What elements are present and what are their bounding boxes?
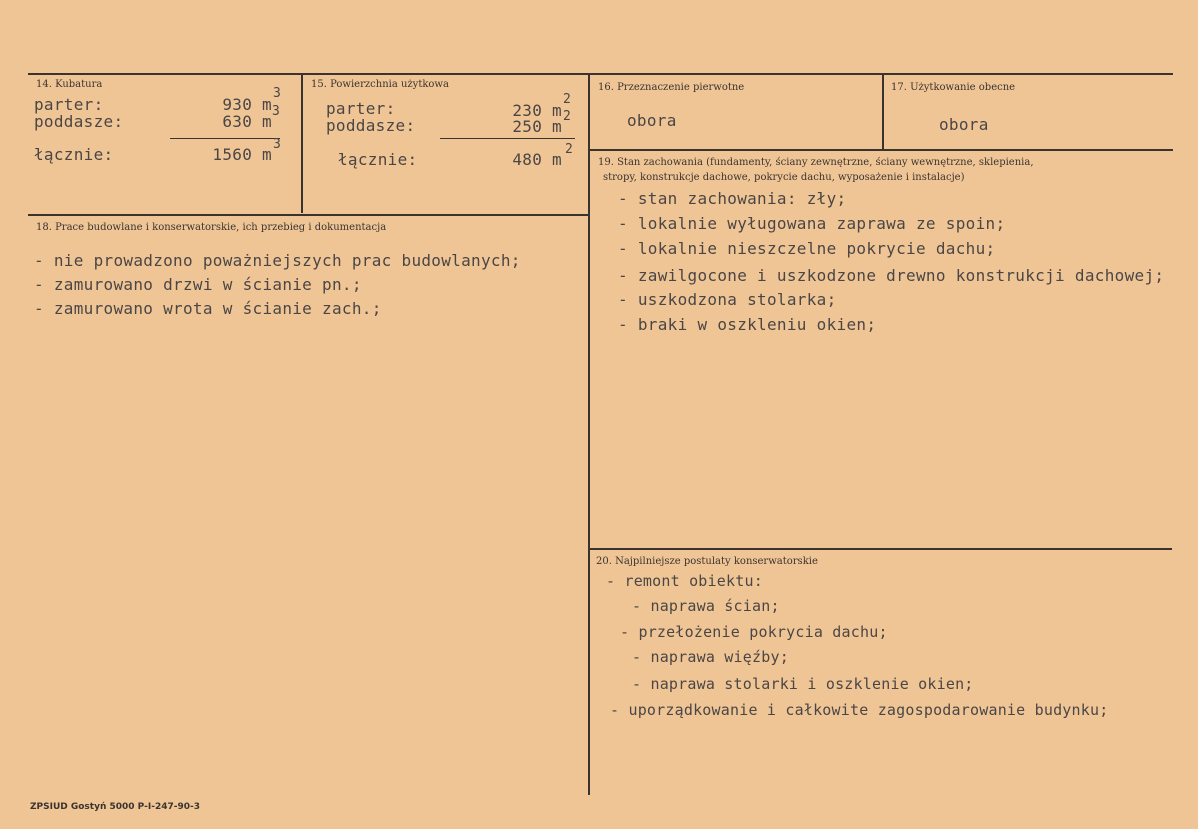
uzytkowanie-value: obora bbox=[939, 115, 989, 134]
section-16-label: 16. Przeznaczenie pierwotne bbox=[598, 82, 745, 93]
divider-14-15 bbox=[301, 73, 303, 213]
postulaty-item: - uporządkowanie i całkowite zagospodarowanie budynku; bbox=[610, 701, 1109, 719]
stan-item: - braki w oszkleniu okien; bbox=[618, 315, 877, 334]
sum-rule-15 bbox=[440, 138, 575, 139]
powierzchnia-total-name: łącznie: bbox=[338, 150, 418, 169]
powierzchnia-parter-value: 230 m bbox=[512, 101, 562, 120]
kubatura-parter-name: parter: bbox=[34, 95, 104, 114]
stan-item: - lokalnie nieszczelne pokrycie dachu; bbox=[618, 239, 996, 258]
rule-under-14-15 bbox=[28, 214, 588, 216]
powierzchnia-poddasze-value: 250 m bbox=[512, 117, 562, 136]
section-14-label: 14. Kubatura bbox=[36, 79, 103, 90]
powierzchnia-total-value: 480 m bbox=[512, 150, 562, 169]
kubatura-parter-value: 930 m bbox=[222, 95, 272, 114]
kubatura-total-sup: 3 bbox=[273, 137, 281, 152]
powierzchnia-parter-name: parter: bbox=[326, 99, 396, 118]
sum-rule-14 bbox=[170, 138, 280, 139]
kubatura-total-value: 1560 m bbox=[212, 145, 272, 164]
section-19-label-line2: stropy, konstrukcje dachowe, pokrycie dachu, wyposażenie i instalacje) bbox=[603, 172, 965, 183]
prace-item: - zamurowano wrota w ścianie zach.; bbox=[34, 299, 382, 318]
postulaty-item: - naprawa stolarki i oszklenie okien; bbox=[632, 675, 974, 693]
powierzchnia-parter-sup: 2 bbox=[563, 92, 571, 107]
kubatura-poddasze-name: poddasze: bbox=[34, 112, 124, 131]
section-19-label-line1: 19. Stan zachowania (fundamenty, ściany zewnętrzne, ściany wewnętrzne, sklepienia, bbox=[598, 157, 1034, 168]
stan-item: - stan zachowania: zły; bbox=[618, 189, 847, 208]
kubatura-poddasze-value: 630 m bbox=[222, 112, 272, 131]
postulaty-item: - przełożenie pokrycia dachu; bbox=[620, 623, 888, 641]
kubatura-total-name: łącznie: bbox=[34, 145, 114, 164]
section-17-label: 17. Użytkowanie obecne bbox=[891, 82, 1016, 93]
powierzchnia-total-sup: 2 bbox=[565, 142, 573, 157]
kubatura-poddasze-sup: 3 bbox=[272, 104, 280, 119]
postulaty-item: - remont obiektu: bbox=[606, 572, 763, 590]
postulaty-item: - naprawa więźby; bbox=[632, 648, 789, 666]
rule-above-20 bbox=[590, 548, 1172, 550]
divider-main bbox=[588, 73, 590, 795]
stan-item: - uszkodzona stolarka; bbox=[618, 290, 837, 309]
prace-item: - zamurowano drzwi w ścianie pn.; bbox=[34, 275, 362, 294]
section-15-label: 15. Powierzchnia użytkowa bbox=[311, 79, 449, 90]
top-rule bbox=[28, 73, 1173, 75]
section-20-label: 20. Najpilniejsze postulaty konserwatorskie bbox=[596, 556, 818, 567]
przeznaczenie-value: obora bbox=[627, 111, 677, 130]
stan-item: - lokalnie wyługowana zaprawa ze spoin; bbox=[618, 214, 1006, 233]
section-18-label: 18. Prace budowlane i konserwatorskie, ich przebieg i dokumentacja bbox=[36, 222, 387, 233]
stan-item: - zawilgocone i uszkodzone drewno konstrukcji dachowej; bbox=[618, 266, 1165, 285]
powierzchnia-poddasze-name: poddasze: bbox=[326, 116, 416, 135]
rule-under-16-17 bbox=[588, 149, 1173, 151]
prace-item: - nie prowadzono poważniejszych prac budowlanych; bbox=[34, 251, 521, 270]
postulaty-item: - naprawa ścian; bbox=[632, 597, 780, 615]
divider-16-17 bbox=[882, 75, 884, 150]
kubatura-parter-sup: 3 bbox=[273, 86, 281, 101]
powierzchnia-poddasze-sup: 2 bbox=[563, 109, 571, 124]
print-footer: ZPSIUD Gostyń 5000 P-I-247-90-3 bbox=[30, 802, 200, 812]
